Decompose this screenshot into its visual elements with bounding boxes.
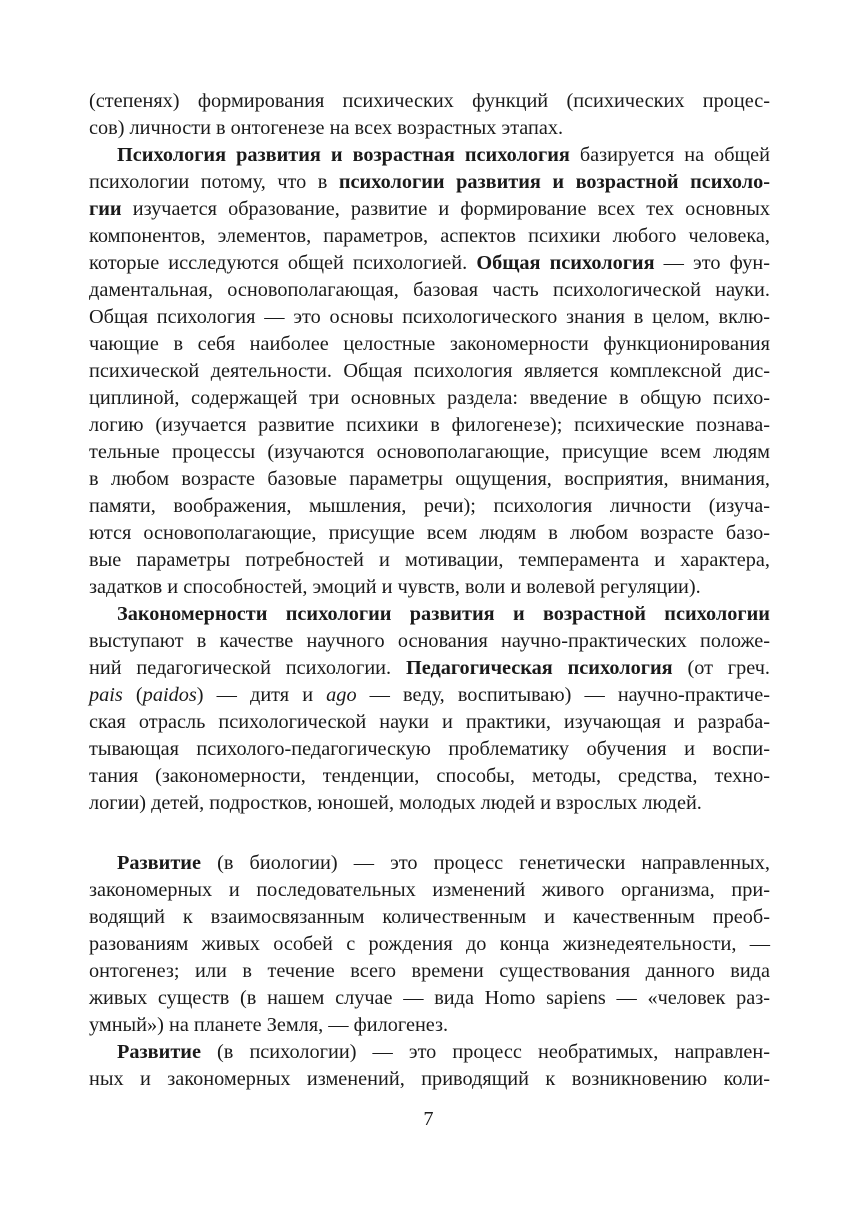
- text-segment: вые параметры потребностей и мотивации, темперамента и характера,: [89, 549, 770, 571]
- text-line: [89, 547, 770, 574]
- text-line: [89, 709, 770, 736]
- text-segment: ская отрасль психологической науки и практики, изучающая и разраба-: [89, 711, 770, 733]
- text-segment: закономерных и последовательных изменений живого организма, при-: [89, 879, 770, 901]
- text-segment: базируется на общей: [569, 144, 770, 166]
- text-segment: выступают в качестве научного основания научно-практических положе-: [89, 630, 770, 652]
- text-segment: — это фун-: [654, 252, 770, 274]
- text-line: [89, 736, 770, 763]
- text-line: [89, 304, 770, 331]
- text-line: [89, 628, 770, 655]
- text-segment: компонентов, элементов, параметров, аспектов психики любого человека,: [89, 225, 770, 247]
- text-segment: (от греч.: [672, 657, 770, 679]
- text-line: [89, 520, 770, 547]
- text-line: [89, 763, 770, 790]
- text-line: [89, 682, 770, 709]
- text-line: [89, 412, 770, 439]
- text-line: [89, 904, 770, 931]
- bold-term: Развитие: [117, 1041, 201, 1063]
- text-segment: сов) личности в онтогенезе на всех возрастных этапах.: [89, 117, 564, 139]
- text-line: [89, 142, 770, 169]
- text-segment: чающие в себя наиболее целостные закономерности функционирования: [89, 333, 770, 355]
- bold-term: Закономерности психологии развития и возрастной психологии: [117, 603, 770, 625]
- paragraph-3: [89, 601, 770, 817]
- text-line: [89, 439, 770, 466]
- text-line: [89, 850, 770, 877]
- text-line: [89, 574, 770, 601]
- text-segment: онтогенез; или в течение всего времени существования данного вида: [89, 960, 770, 982]
- text-segment: памяти, воображения, мышления, речи); психология личности (изуча-: [89, 495, 770, 517]
- text-segment: даментальная, основополагающая, базовая часть психологической науки.: [89, 279, 770, 301]
- text-segment: живых существ (в нашем случае — вида Homo sapiens — «человек раз-: [89, 987, 770, 1009]
- text-segment: ) — дитя и: [196, 684, 327, 706]
- text-segment: (: [122, 684, 143, 706]
- text-line: [89, 790, 770, 817]
- text-segment: в любом возрасте базовые параметры ощущения, восприятия, внимания,: [89, 468, 770, 490]
- text-segment: тания (закономерности, тенденции, способы, методы, средства, техно-: [89, 765, 770, 787]
- text-line: [89, 277, 770, 304]
- text-segment: (степенях) формирования психических функций (психических процес-: [89, 90, 770, 112]
- text-segment: ний педагогической психологии.: [89, 657, 406, 679]
- text-line: [89, 88, 770, 115]
- text-segment: разованиям живых особей с рождения до конца жизнедеятельности, —: [89, 933, 770, 955]
- text-line: [89, 655, 770, 682]
- text-line: [89, 1012, 770, 1039]
- text-line: [89, 1039, 770, 1066]
- bold-term: гии: [89, 198, 122, 220]
- text-line: [89, 601, 770, 628]
- text-segment: (в биологии) — это процесс генетически направленных,: [200, 852, 770, 874]
- text-segment: которые исследуются общей психологией.: [89, 252, 477, 274]
- page-body: [89, 88, 770, 1093]
- text-segment: — веду, воспитываю) — научно-практиче-: [356, 684, 770, 706]
- text-line: [89, 331, 770, 358]
- text-segment: задатков и способностей, эмоций и чувств, воли и волевой регуляции).: [89, 576, 701, 598]
- text-segment: изучается образование, развитие и формирование всех тех основных: [121, 198, 770, 220]
- text-line: [89, 877, 770, 904]
- bold-term: психологии развития и возрастной психоло-: [338, 171, 770, 193]
- paragraph-4: [89, 850, 770, 1039]
- text-line: [89, 358, 770, 385]
- text-segment: водящий к взаимосвязанным количественным и качественным преоб-: [89, 906, 770, 928]
- text-segment: тывающая психолого-педагогическую проблематику обучения и воспи-: [89, 738, 770, 760]
- bold-term: Общая психология: [476, 252, 655, 274]
- text-segment: умный») на планете Земля, — филогенез.: [89, 1014, 449, 1036]
- text-line: [89, 169, 770, 196]
- text-line: [89, 385, 770, 412]
- paragraph-1: [89, 88, 770, 142]
- text-line: [89, 250, 770, 277]
- text-line: [89, 958, 770, 985]
- text-segment: логии) детей, подростков, юношей, молодых людей и взрослых людей.: [89, 792, 702, 814]
- text-segment: (в психологии) — это процесс необратимых, направлен-: [200, 1041, 770, 1063]
- text-segment: психической деятельности. Общая психология является комплексной дис-: [89, 360, 770, 382]
- italic-term: pais: [89, 684, 123, 706]
- text-line: [89, 115, 770, 142]
- bold-term: Психология развития и возрастная психология: [117, 144, 570, 166]
- italic-term: ago: [326, 684, 357, 706]
- text-line: [89, 493, 770, 520]
- section-gap: [89, 817, 770, 850]
- text-line: [89, 223, 770, 250]
- text-line: [89, 196, 770, 223]
- italic-term: paidos: [142, 684, 197, 706]
- paragraph-2: [89, 142, 770, 601]
- text-line: [89, 931, 770, 958]
- text-segment: тельные процессы (изучаются основополагающие, присущие всем людям: [89, 441, 770, 463]
- text-segment: циплиной, содержащей три основных раздела: введение в общую психо-: [89, 387, 770, 409]
- text-segment: ных и закономерных изменений, приводящий к возникновению коли-: [89, 1068, 770, 1090]
- page-number: 7: [423, 1108, 434, 1130]
- text-line: [89, 466, 770, 493]
- text-segment: психологии потому, что в: [89, 171, 339, 193]
- text-segment: логию (изучается развитие психики в филогенезе); психические познава-: [89, 414, 770, 436]
- text-line: [89, 985, 770, 1012]
- text-segment: Общая психология — это основы психологического знания в целом, вклю-: [89, 306, 770, 328]
- paragraph-5: [89, 1039, 770, 1093]
- bold-term: Педагогическая психология: [405, 657, 673, 679]
- text-segment: ются основополагающие, присущие всем людям в любом возрасте базо-: [89, 522, 770, 544]
- text-line: [89, 1066, 770, 1093]
- bold-term: Развитие: [117, 852, 201, 874]
